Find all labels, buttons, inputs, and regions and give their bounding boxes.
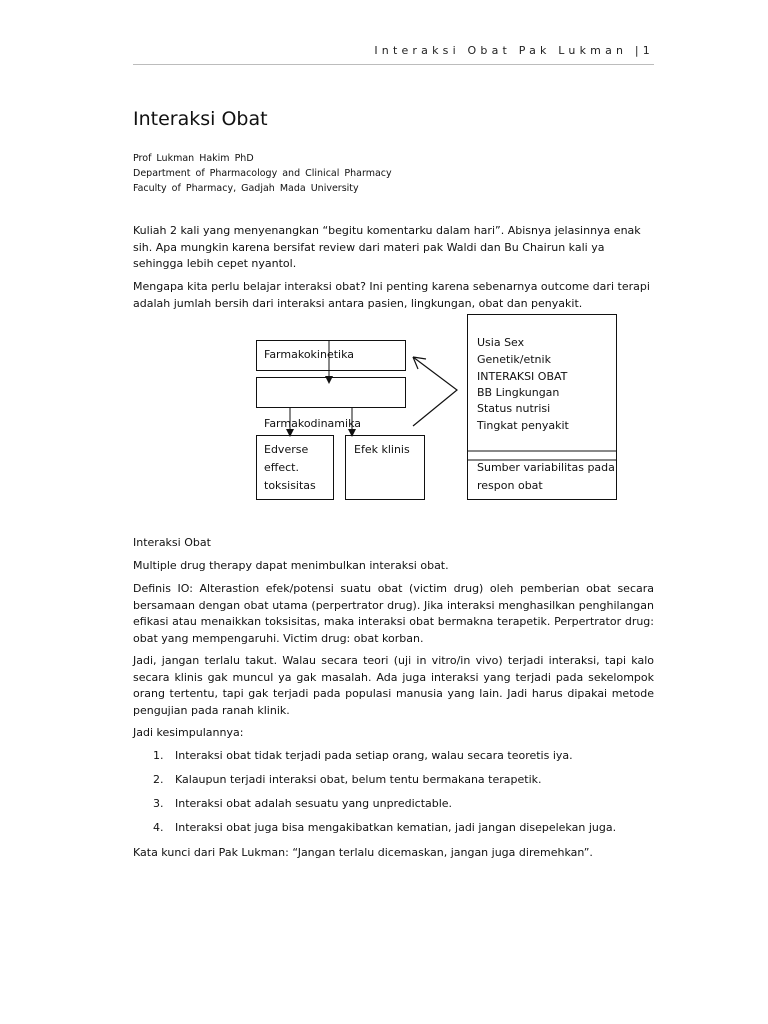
intro-paragraph-2: Mengapa kita perlu belajar interaksi obat? Ini penting karena sebenarnya outcome dari terapi adalah jumlah bersih dari interaksi antara pasien, lingkungan, obat dan penyakit. bbox=[133, 280, 650, 310]
body-paragraph-3: Jadi, jangan terlalu takut. Walau secara teori (uji in vitro/in vivo) terjadi interaksi, tapi kalo secara klinis gak muncul ya gak masalah. Ada juga interaksi yang terjadi pada sekelompok orang tertentu, tapi gak terjadi pada populasi manusia yang lain. Jadi harus dipakai metode pengujian pada ranah klinik. bbox=[133, 654, 654, 717]
farmakodinamika-label: Farmakodinamika bbox=[264, 417, 361, 430]
author-block bbox=[133, 151, 392, 196]
list-item bbox=[133, 796, 654, 820]
author-faculty: Faculty of Pharmacy, Gadjah Mada University bbox=[133, 183, 359, 194]
factor-genetik: Genetik/etnik bbox=[477, 353, 551, 366]
list-number: 4. bbox=[153, 821, 164, 834]
section-heading: Interaksi Obat bbox=[133, 536, 211, 549]
edverse-label: Edverse bbox=[264, 443, 309, 456]
list-number: 1. bbox=[153, 749, 164, 762]
chevron-arrow bbox=[413, 357, 457, 426]
body-paragraph-definition: Definis IO: Alterastion efek/potensi suatu obat (victim drug) oleh pemberian obat secara bersamaan dengan obat utama (perpertrator drug). Jika interaksi menghasilkan penghilangan efikasi atau menaikkan toksisitas, maka interaksi obat bermakna terapetik. Perpertrator drug: obat yang mempengaruhi. Victim drug: obat korban. bbox=[133, 582, 654, 645]
page-header: Interaksi Obat Pak Lukman |1 bbox=[374, 44, 654, 57]
body-paragraph-1: Multiple drug therapy dapat menimbulkan interaksi obat. bbox=[133, 559, 449, 572]
effect-label: effect. bbox=[264, 461, 299, 474]
list-item bbox=[133, 772, 654, 796]
factor-tingkat-penyakit: Tingkat penyakit bbox=[477, 419, 569, 432]
body-paragraph-conclusion-intro: Jadi kesimpulannya: bbox=[133, 726, 244, 739]
toksisitas-label: toksisitas bbox=[264, 479, 316, 492]
factor-bb-lingkungan: BB Lingkungan bbox=[477, 386, 560, 399]
efek-klinis-label: Efek klinis bbox=[354, 443, 410, 456]
document-title: Interaksi Obat bbox=[133, 108, 268, 130]
header-divider bbox=[133, 64, 654, 65]
list-text: Interaksi obat juga bisa mengakibatkan kematian, jadi jangan disepelekan juga. bbox=[175, 821, 617, 834]
list-number: 3. bbox=[153, 797, 164, 810]
factor-interaksi-obat: INTERAKSI OBAT bbox=[477, 370, 568, 383]
closing-paragraph: Kata kunci dari Pak Lukman: “Jangan terlalu dicemaskan, jangan juga diremehkan”. bbox=[133, 846, 593, 859]
list-item bbox=[133, 820, 654, 844]
empty-box bbox=[256, 377, 406, 408]
factor-usia-sex: Usia Sex bbox=[477, 336, 525, 349]
author-name: Prof Lukman Hakim PhD bbox=[133, 153, 254, 164]
sumber-label-line1: Sumber variabilitas pada bbox=[477, 461, 615, 474]
sumber-label-line2: respon obat bbox=[477, 479, 543, 492]
author-department: Department of Pharmacology and Clinical Pharmacy bbox=[133, 168, 392, 179]
list-item bbox=[133, 748, 654, 772]
factor-status-nutrisi: Status nutrisi bbox=[477, 402, 551, 415]
intro-paragraph-1: Kuliah 2 kali yang menyenangkan “begitu komentarku dalam hari”. Abisnya jelasinnya enak sih. Apa mungkin karena bersifat review dari materi pak Waldi dan Bu Chairun kali ya sehingga lebih cepet nyantol. bbox=[133, 224, 641, 270]
list-text: Kalaupun terjadi interaksi obat, belum tentu bermakana terapetik. bbox=[175, 773, 542, 786]
conclusion-list bbox=[133, 748, 654, 844]
list-number: 2. bbox=[153, 773, 164, 786]
list-text: Interaksi obat tidak terjadi pada setiap orang, walau secara teoretis iya. bbox=[175, 749, 573, 762]
list-text: Interaksi obat adalah sesuatu yang unpredictable. bbox=[175, 797, 453, 810]
farmakokinetika-label: Farmakokinetika bbox=[264, 348, 355, 361]
